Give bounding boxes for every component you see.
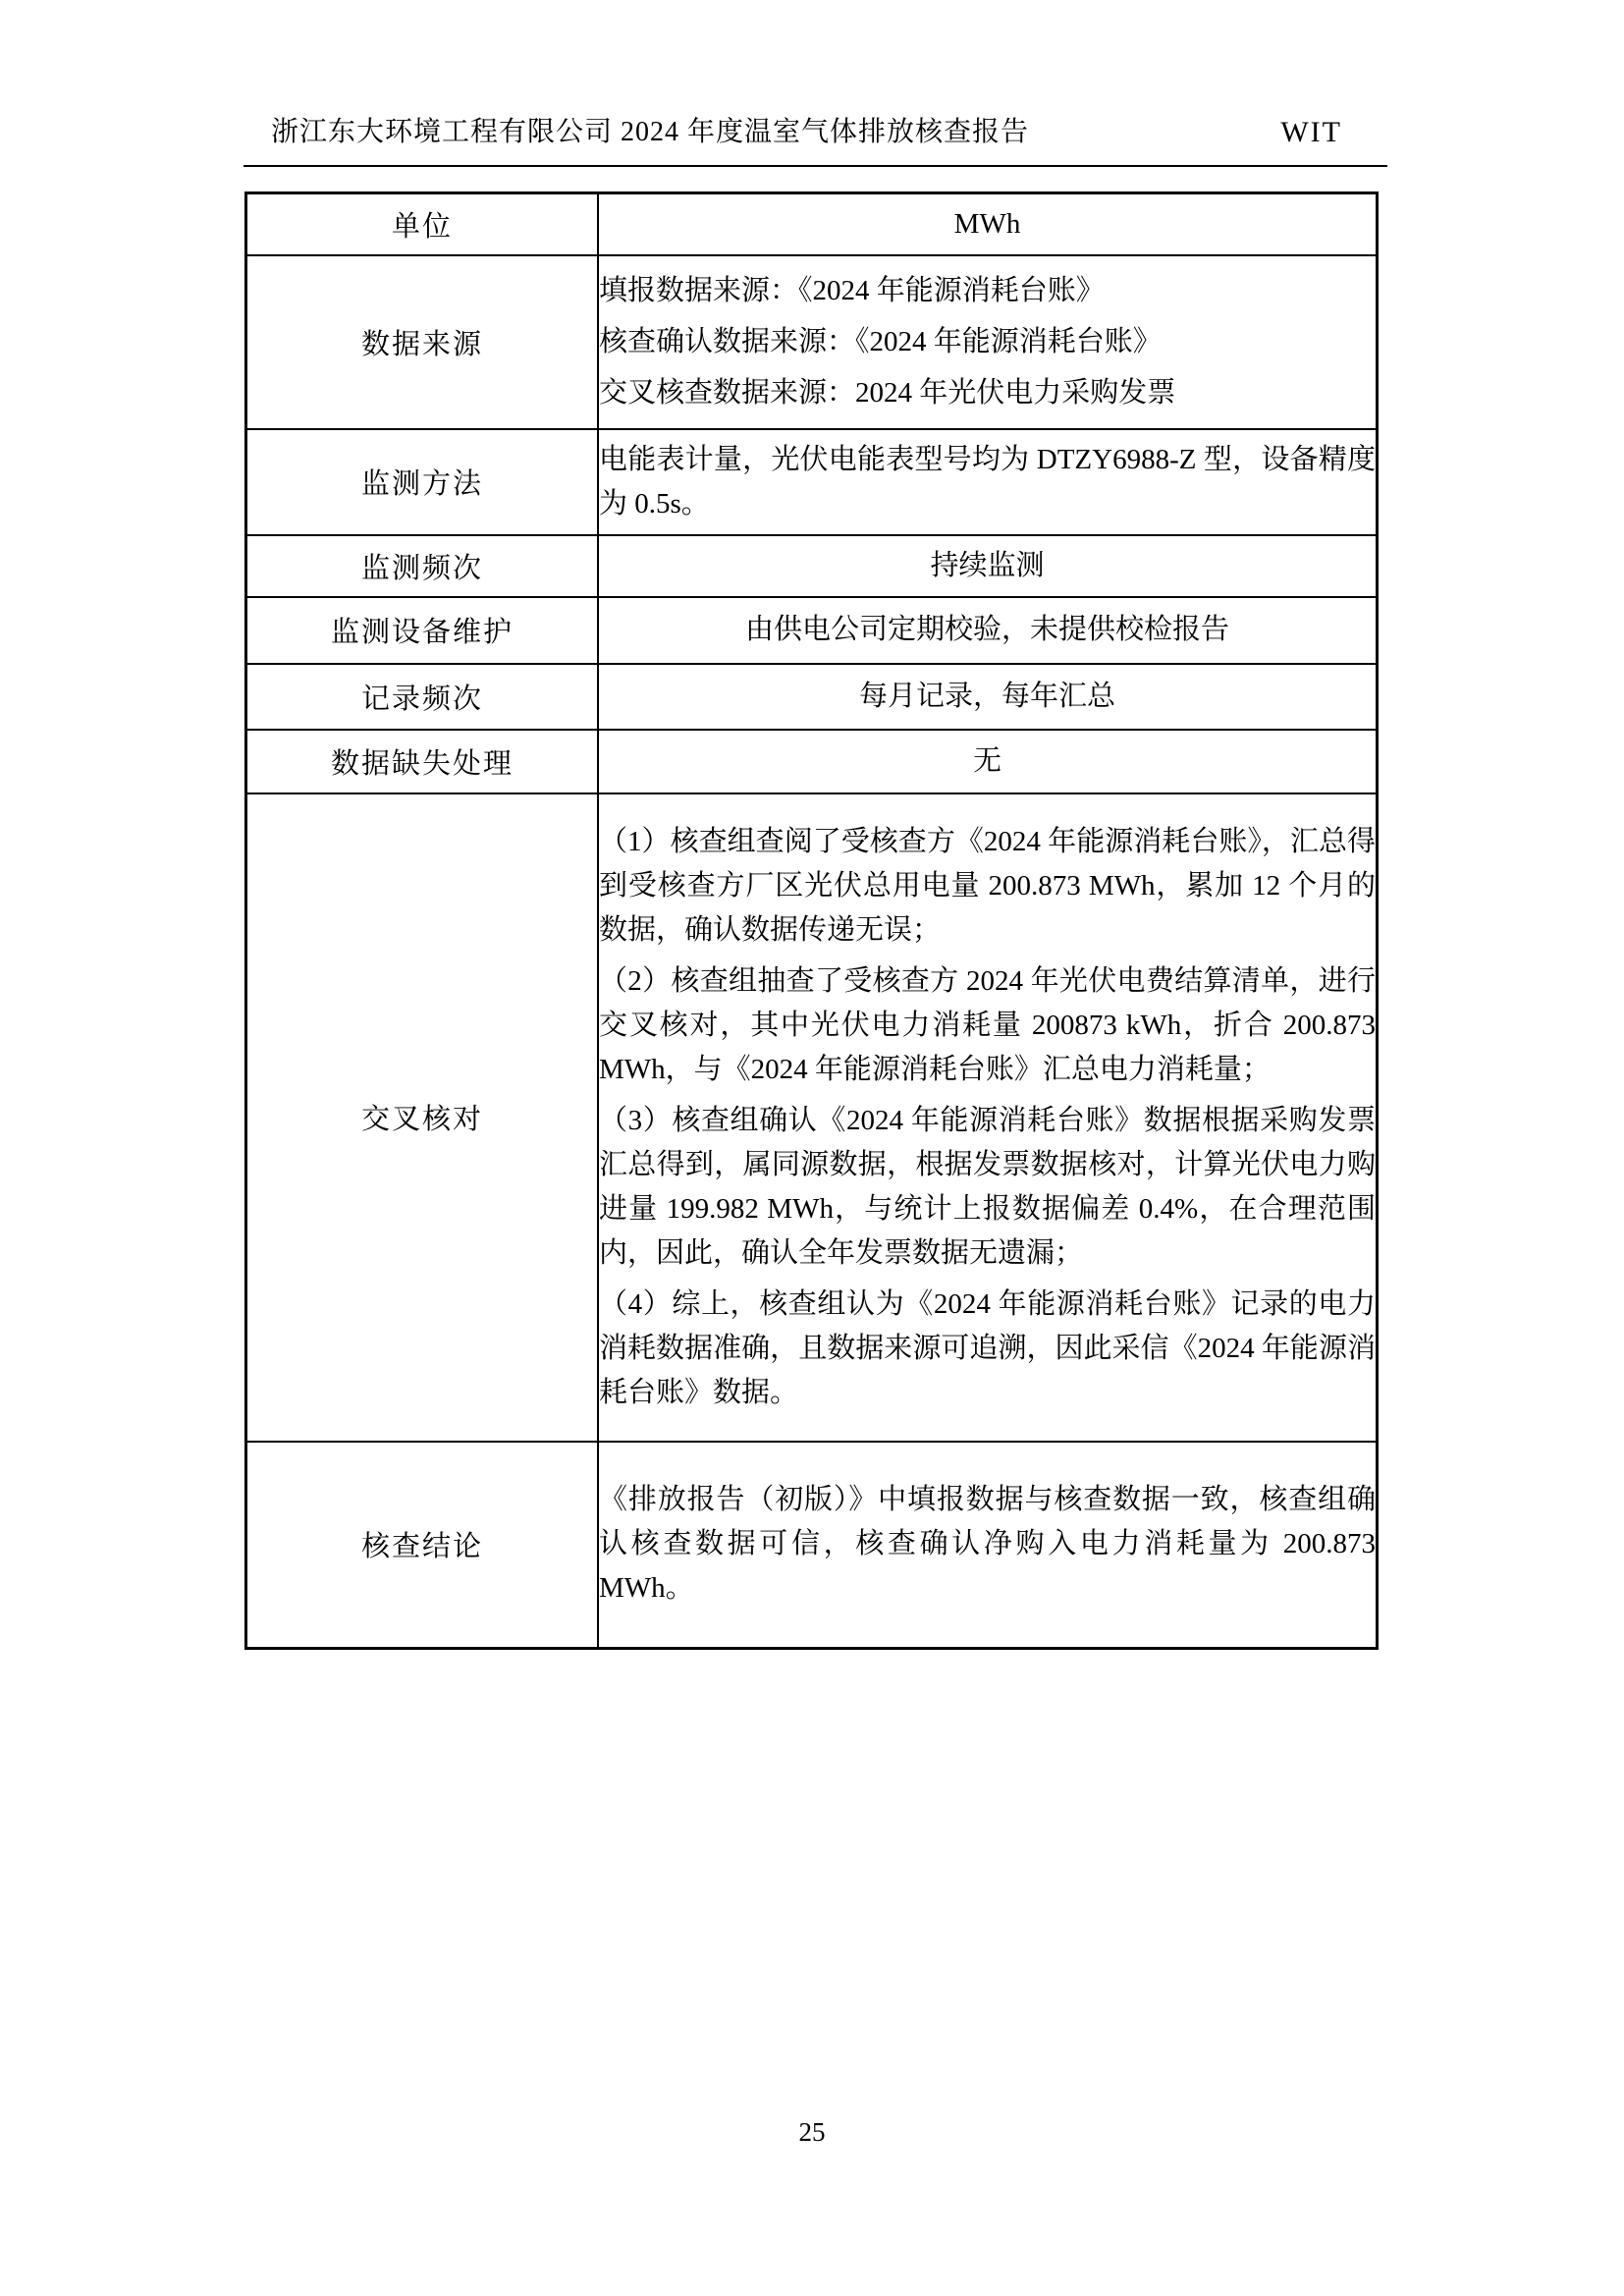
table-row (246, 793, 1378, 1442)
page-footer (0, 2117, 1624, 2148)
content-paragraph: 核查确认数据来源：《2024 年能源消耗台账》 (599, 325, 1162, 357)
row-label: 监测方法 (246, 429, 599, 535)
row-content (598, 255, 1378, 429)
content-paragraph: （3）核查组确认《2024 年能源消耗台账》数据根据采购发票汇总得到，属同源数据，根据发票数据核对，计算光伏电力购进量 199.982 MWh，与统计上报数据偏差 0.4%，在合理范围内，因此，确认全年发票数据无遗漏； (599, 1104, 1376, 1269)
content-paragraph: （4）综上，核查组认为《2024 年能源消耗台账》记录的电力消耗数据准确，且数据来源可追溯，因此采信《2024 年能源消耗台账》数据。 (599, 1287, 1376, 1408)
content-paragraph: 由供电公司定期校验，未提供校检报告 (744, 614, 1229, 645)
row-content (598, 664, 1378, 730)
report-table-body (246, 193, 1378, 1649)
table-row (246, 535, 1378, 597)
table-row (246, 429, 1378, 535)
row-label: 监测设备维护 (246, 597, 599, 664)
content-paragraph: （1）核查组查阅了受核查方《2024 年能源消耗台账》，汇总得到受核查方厂区光伏总用电量 200.873 MWh，累加 12 个月的数据，确认数据传递无误； (599, 825, 1376, 946)
row-content (598, 193, 1378, 255)
content-paragraph: 每月记录，每年汇总 (858, 680, 1115, 712)
document-header (244, 110, 1387, 167)
row-content (598, 597, 1378, 664)
row-label: 监测频次 (246, 535, 599, 597)
table-row (246, 1442, 1378, 1649)
row-label: 单位 (246, 193, 599, 255)
header-logo-text: WIT (1280, 116, 1342, 148)
row-label: 核查结论 (246, 1442, 599, 1649)
content-paragraph: 电能表计量，光伏电能表型号均为 DTZY6988-Z 型，设备精度为 0.5s。 (599, 443, 1376, 519)
table-row (246, 730, 1378, 793)
row-content (598, 730, 1378, 793)
row-content (598, 793, 1378, 1442)
content-paragraph: MWh (953, 207, 1021, 240)
content-paragraph: 无 (972, 744, 1001, 777)
content-paragraph: 持续监测 (930, 549, 1045, 581)
content-paragraph: （2）核查组抽查了受核查方 2024 年光伏电费结算清单，进行交叉核对，其中光伏电力消耗量 200873 kWh，折合 200.873 MWh，与《2024 年能源消耗台账》汇总电力消耗量； (599, 964, 1376, 1085)
page-content (244, 110, 1387, 1650)
row-label: 记录频次 (246, 664, 599, 730)
content-paragraph: 《排放报告（初版）》中填报数据与核查数据一致，核查组确认核查数据可信，核查确认净购入电力消耗量为 200.873 MWh。 (599, 1484, 1376, 1605)
table-row (246, 597, 1378, 664)
header-title: 浙江东大环境工程有限公司 2024 年度温室气体排放核查报告 (271, 117, 1030, 147)
row-label: 数据来源 (246, 255, 599, 429)
report-table (244, 191, 1379, 1650)
row-content (598, 535, 1378, 597)
table-row (246, 193, 1378, 255)
row-label: 交叉核对 (246, 793, 599, 1442)
table-row (246, 255, 1378, 429)
table-row (246, 664, 1378, 730)
row-content (598, 429, 1378, 535)
content-paragraph: 填报数据来源：《2024 年能源消耗台账》 (599, 274, 1105, 306)
page-number: 25 (798, 2117, 826, 2147)
row-label: 数据缺失处理 (246, 730, 599, 793)
content-paragraph: 交叉核查数据来源：2024 年光伏电力采购发票 (599, 376, 1176, 409)
row-content (598, 1442, 1378, 1649)
